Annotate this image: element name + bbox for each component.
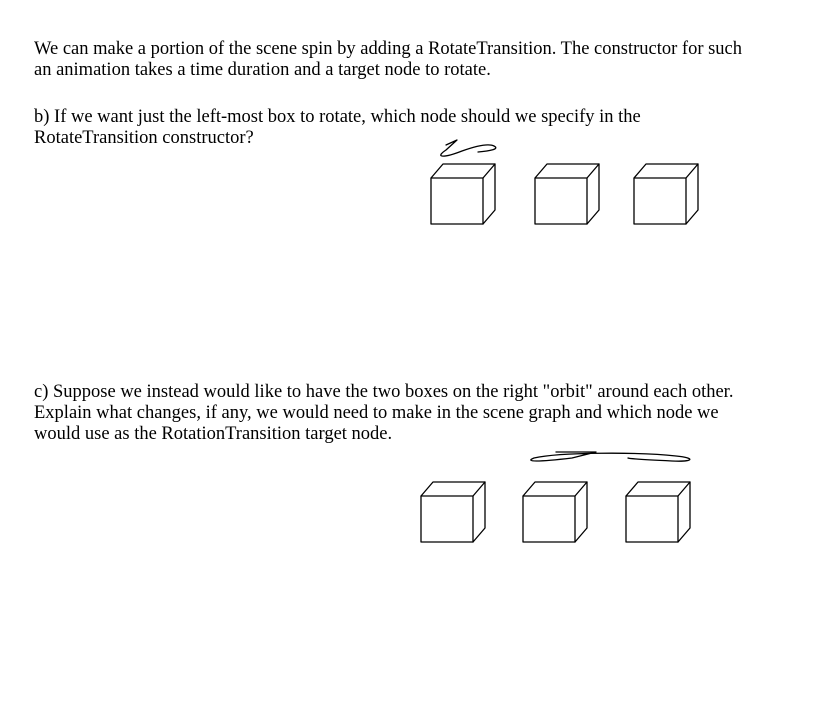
question-c — [34, 382, 733, 445]
box-b-2 — [535, 164, 599, 224]
question-c-line-1: c) Suppose we instead would like to have the two boxes on the right "orbit" around each other. — [34, 382, 734, 402]
intro-line-1: We can make a portion of the scene spin by adding a RotateTransition. The constructor for such — [34, 39, 743, 59]
question-c-line-3: would use as the RotationTransition target node. — [34, 424, 393, 444]
box-b-1 — [431, 164, 495, 224]
box-c-1 — [421, 482, 485, 542]
rotation-arrow-b-stroke — [441, 140, 496, 156]
question-c-line-2: Explain what changes, if any, we would need to make in the scene graph and which node we — [34, 403, 719, 423]
orbit-arrow-c-stroke — [531, 452, 690, 461]
orbit-arrow-c — [531, 452, 690, 461]
rotation-arrow-b — [441, 140, 496, 156]
box-c-3 — [626, 482, 690, 542]
figure-b — [431, 140, 698, 224]
box-c-2 — [523, 482, 587, 542]
box-b-3 — [634, 164, 698, 224]
figure-c — [421, 452, 690, 542]
intro-line-2: an animation takes a time duration and a target node to rotate. — [34, 60, 491, 80]
question-b-line-1: b) If we want just the left-most box to rotate, which node should we specify in the — [34, 107, 641, 127]
question-b-line-2: RotateTransition constructor? — [34, 128, 254, 148]
